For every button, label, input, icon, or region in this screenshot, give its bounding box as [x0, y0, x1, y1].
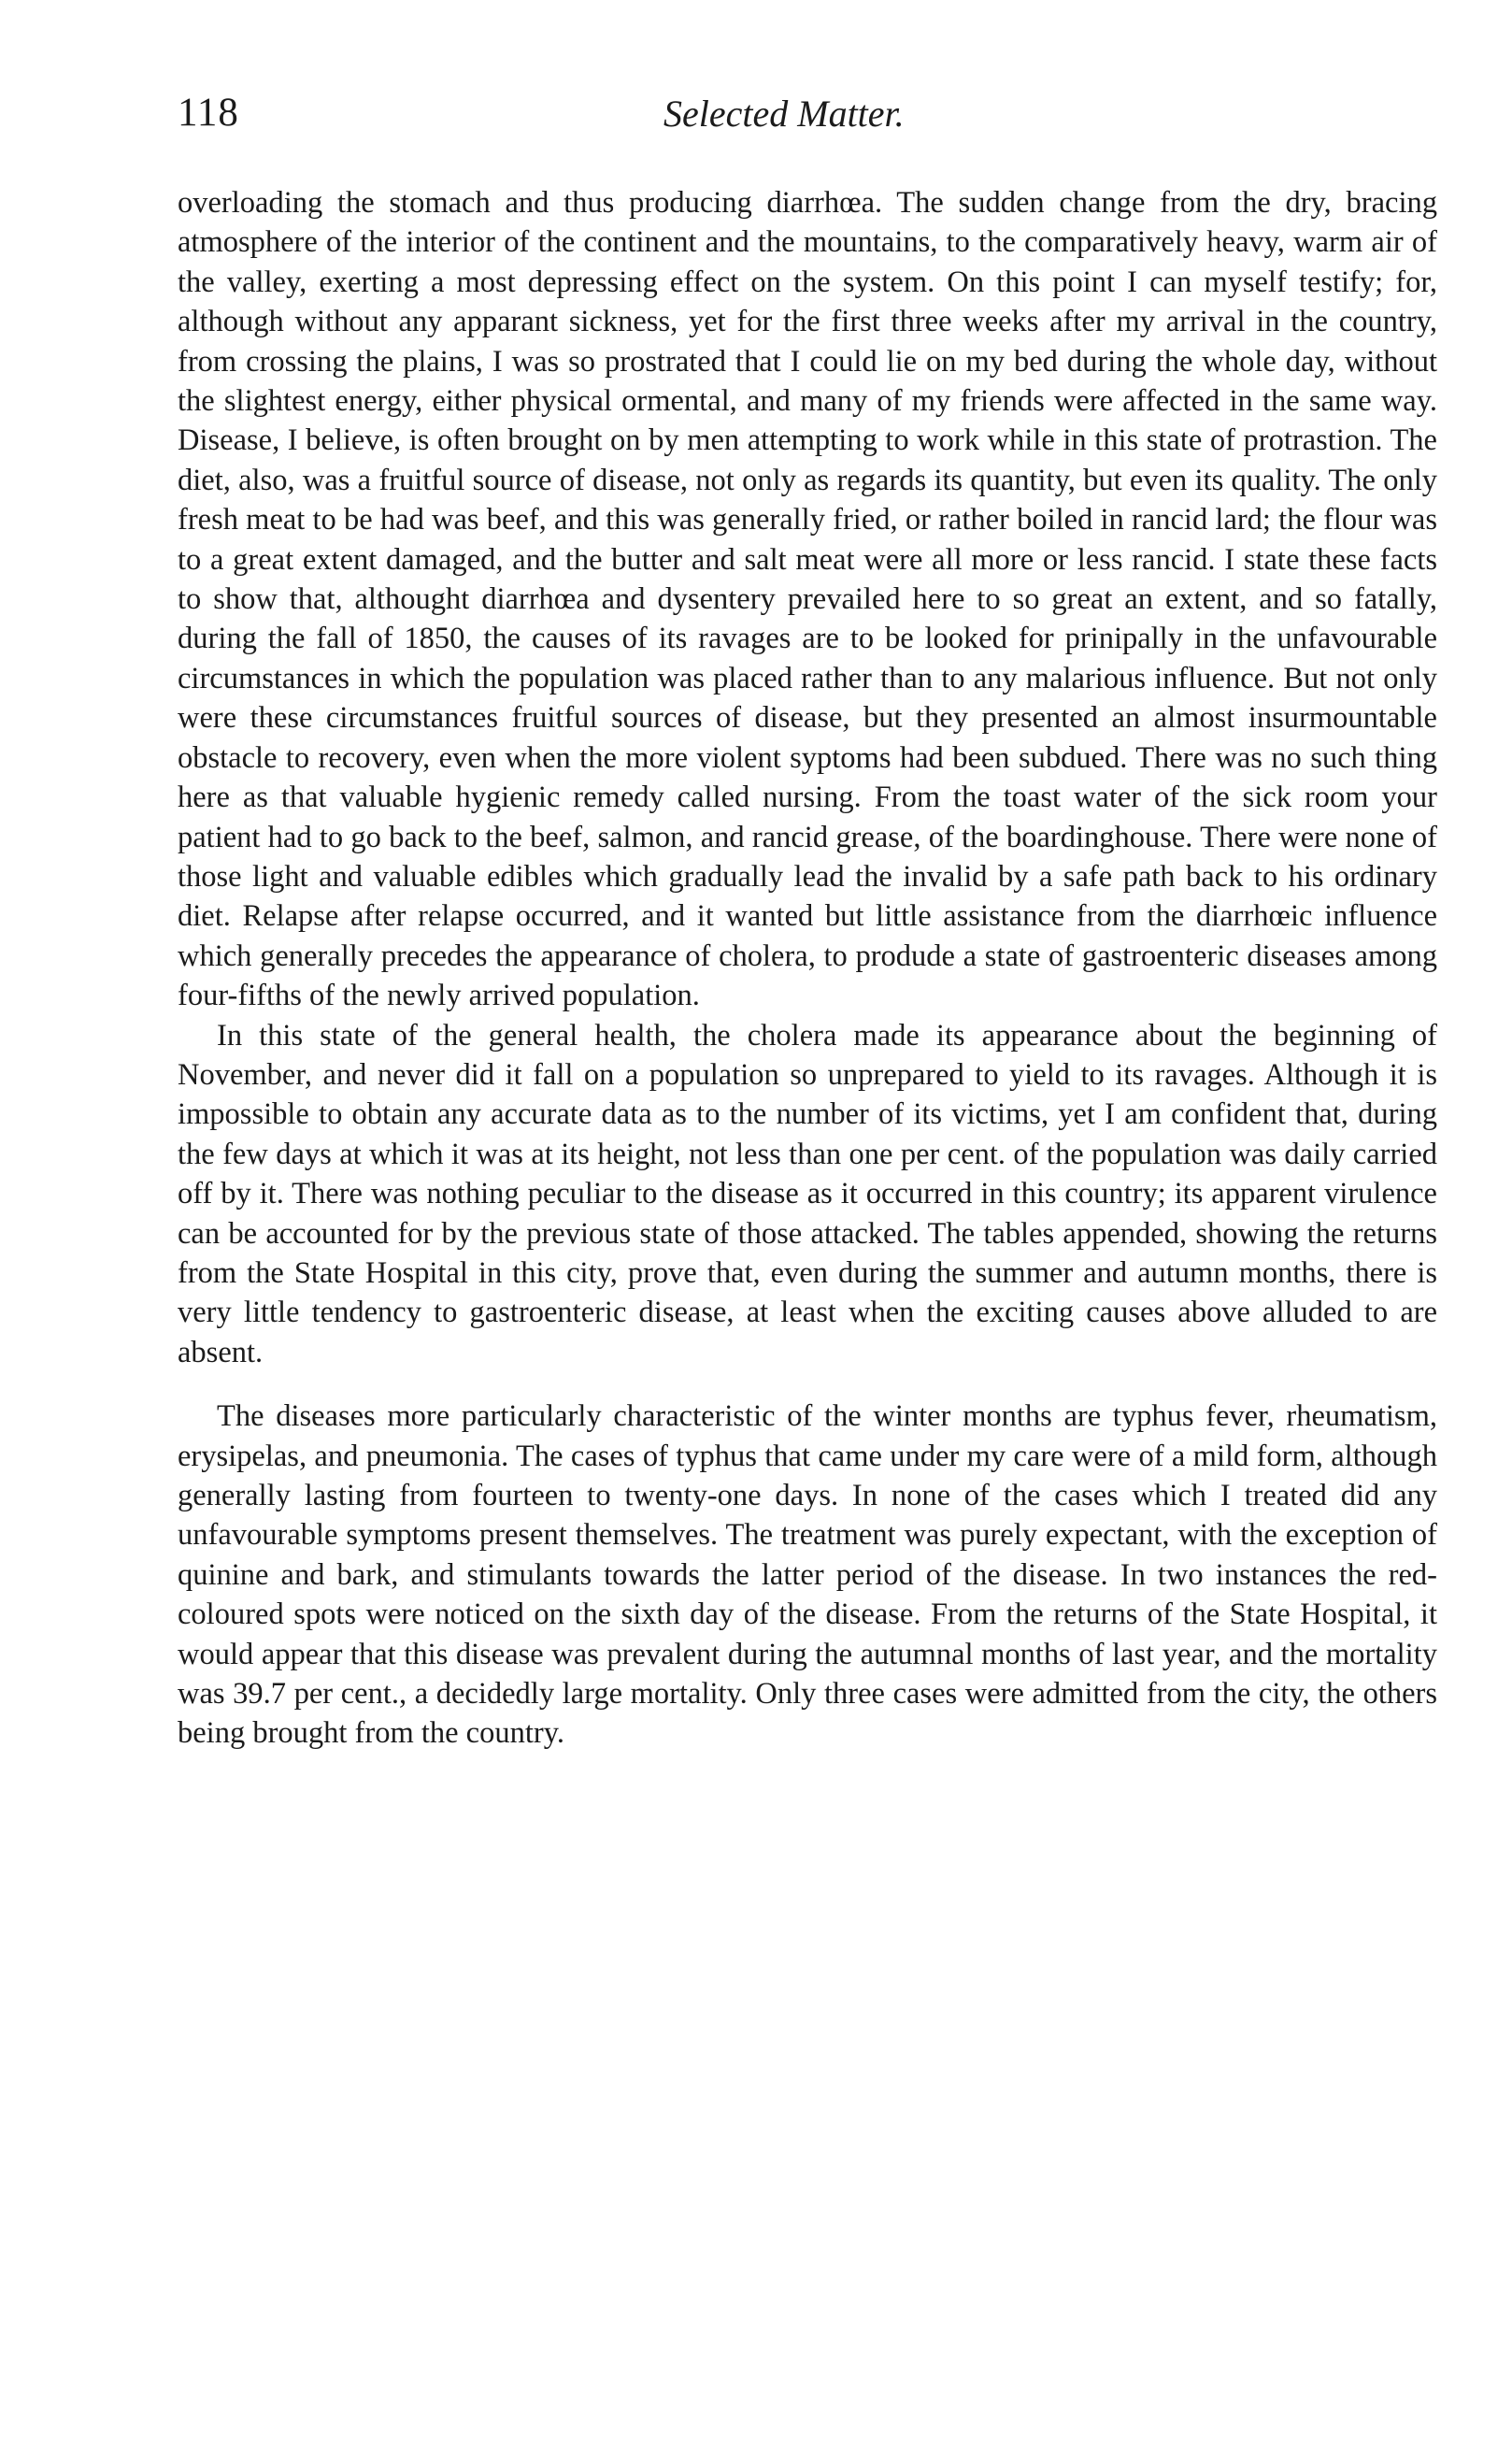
paragraph-continuation: overloading the stomach and thus producing diarrhœa. The sudden change from the dry, bracing atmosphere of the interior of the continent and the mountains, to the comparatively heavy, warm air of the valley, exerting a most depressing effect on the system. On this point I can myself testify; for, although without any apparant sickness, yet for the first three weeks after my arrival in the country, from crossing the plains, I was so prostrated that I could lie on my bed during the whole day, without the slightest energy, either physical ormental, and many of my friends were affected in the same way. Disease, I believe, is often brought on by men attempting to work while in this state of protrastion. The diet, also, was a fruitful source of disease, not only as regards its quantity, but even its quality. The only fresh meat to be had was beef, and this was generally fried, or rather boiled in rancid lard; the flour was to a great extent damaged, and the butter and salt meat were all more or less rancid. I state these facts to show that, althought diarrhœa and dysentery prevailed here to so great an extent, and so fatally, during the fall of 1850, the causes of its ravages are to be looked for prinipally in the unfavourable circumstances in which the population was placed rather than to any malarious influence. But not only were these circumstances fruitful sources of disease, but they presented an almost insurmountable obstacle to recovery, even when the more violent syptoms had been subdued. There was no such thing here as that valuable hygienic remedy called nursing. From the toast water of the sick room your patient had to go back to the beef, salmon, and rancid grease, of the boardinghouse. There were none of those light and valuable edibles which gradually lead the invalid by a safe path back to his ordinary diet. Relapse after relapse occurred, and it wanted but little assistance from the diarrhœic influence which generally precedes the appearance of cholera, to produde a state of gastroenteric diseases among four-fifths of the newly arrived population. — [178, 186, 1437, 1013]
page-number: 118 — [178, 91, 239, 135]
paragraph-winter-diseases: The diseases more particularly characteristic of the winter months are typhus fever, rheumatism, erysipelas, and pneumonia. The cases of typhus that came under my care were of a mild form, although generally lasting from fourteen to twenty-one days. In none of the cases which I treated did any unfavourable symptoms present themselves. The treatment was purely expectant, with the exception of quinine and bark, and stimulants towards the latter period of the disease. In two instances the red-coloured spots were noticed on the sixth day of the disease. From the returns of the State Hospital, it would appear that this disease was prevalent during the autumnal months of last year, and the mortality was 39.7 per cent., a decidedly large mortality. Only three cases were admitted from the city, the others being brought from the country. — [178, 1399, 1437, 1751]
running-head: Selected Matter. — [663, 93, 905, 135]
body-text — [178, 183, 1437, 1754]
paragraph-cholera: In this state of the general health, the cholera made its appearance about the beginning of November, and never did it fall on a population so unprepared to yield to its ravages. Although it is impossible to obtain any accurate data as to the number of its victims, yet I am confident that, during the few days at which it was at its height, not less than one per cent. of the population was daily carried off by it. There was nothing peculiar to the disease as it occurred in this country; its apparent virulence can be accounted for by the previous state of those attacked. The tables appended, showing the returns from the State Hospital in this city, prove that, even during the summer and autumn months, there is very little tendency to gastroenteric disease, at least when the exciting causes above alluded to are absent. — [178, 1018, 1437, 1369]
page-header — [178, 90, 1411, 146]
